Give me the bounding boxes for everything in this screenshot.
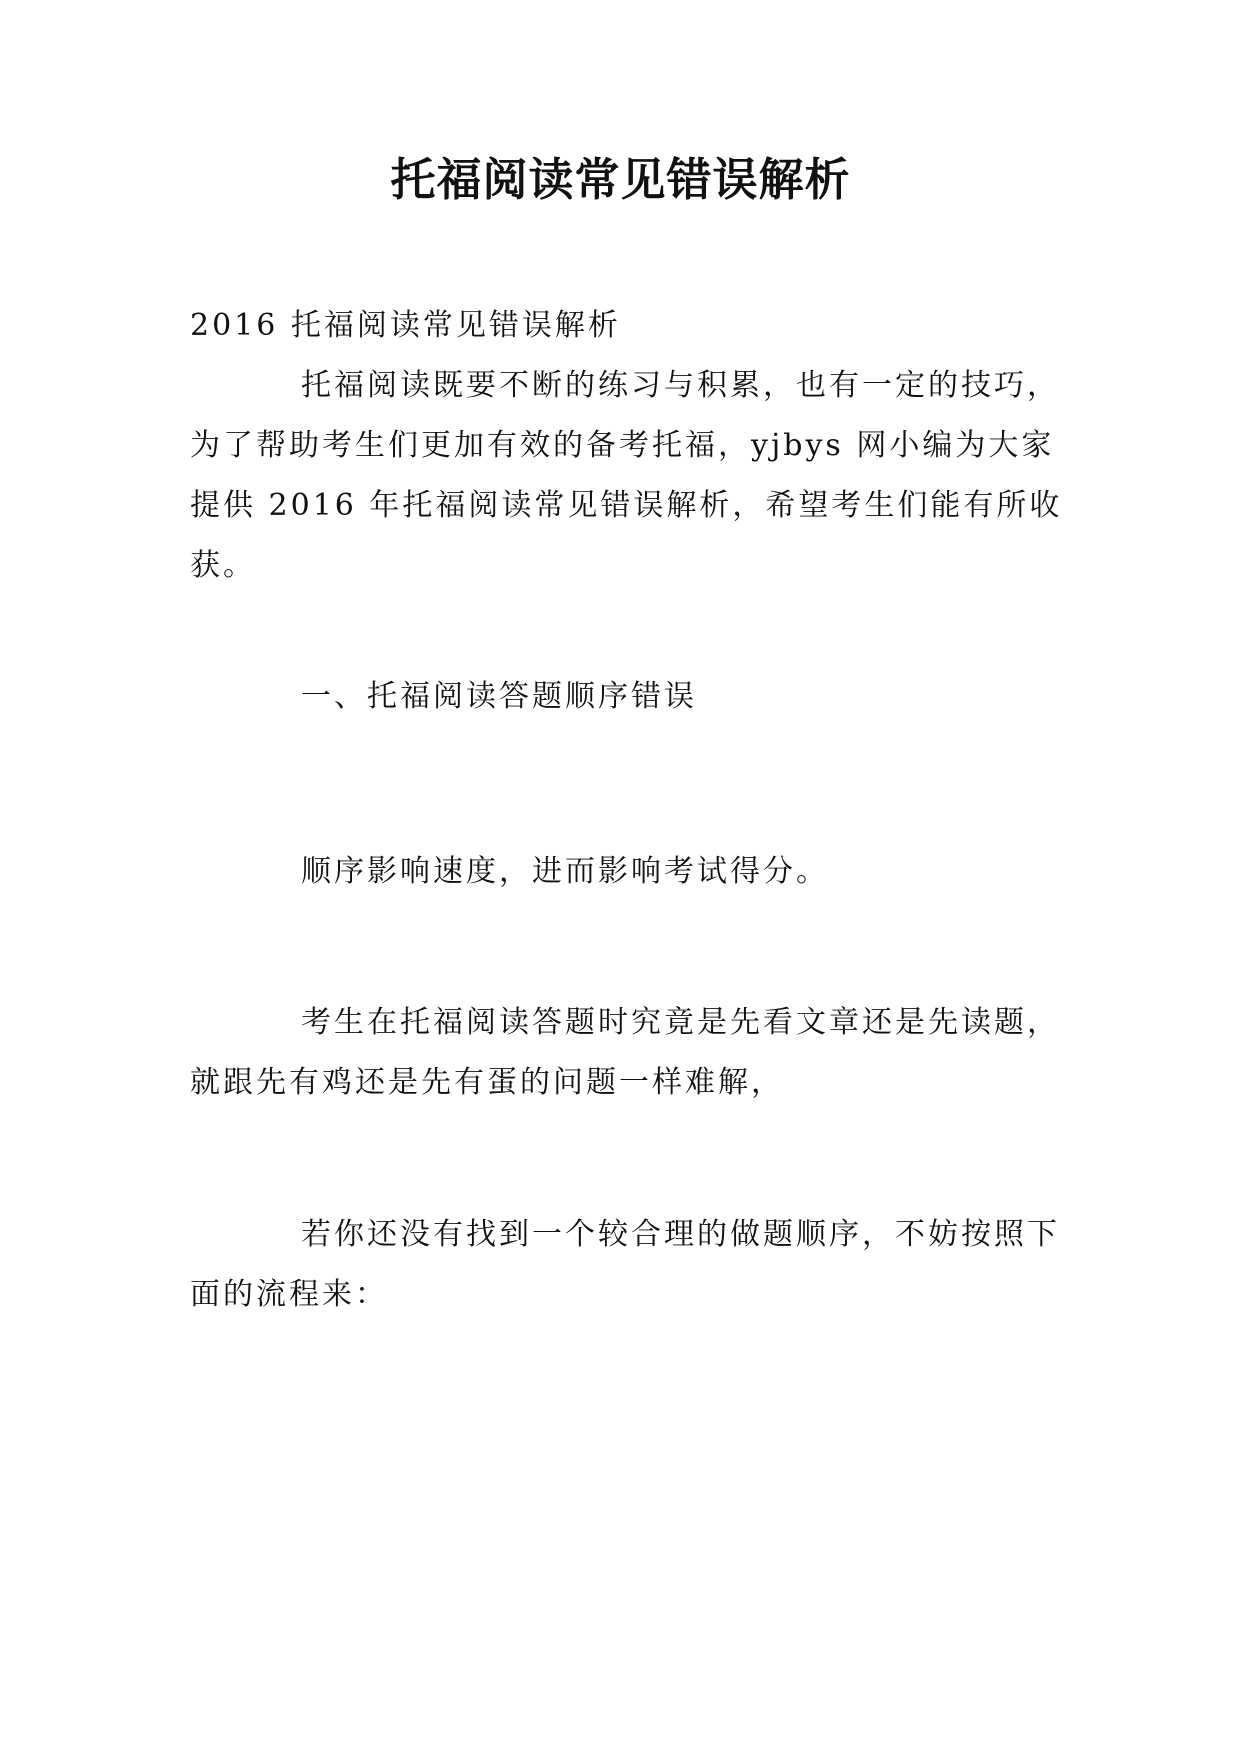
subtitle-line: 2016 托福阅读常见错误解析: [190, 308, 621, 343]
section-heading: [190, 667, 1060, 727]
paragraph-line: 提供 2016 年托福阅读常见错误解析，希望考生们能有所收: [190, 488, 1063, 523]
paragraph-line: 获。: [190, 548, 256, 583]
body-paragraph: [190, 993, 1060, 1113]
paragraph-line: 若你还没有找到一个较合理的做题顺序，不妨按照下: [301, 1217, 1060, 1252]
body-paragraph: [190, 1205, 1060, 1325]
document-subtitle: [190, 296, 1060, 356]
paragraph-line: 顺序影响速度，进而影响考试得分。: [301, 854, 829, 889]
intro-paragraph: [190, 356, 1063, 596]
document-title: 托福阅读常见错误解析: [390, 153, 851, 206]
paragraph-line: 托福阅读既要不断的练习与积累，也有一定的技巧，: [301, 368, 1060, 403]
paragraph-line: 为了帮助考生们更加有效的备考托福，yjbys 网小编为大家: [190, 428, 1055, 463]
body-paragraph: [190, 842, 1060, 902]
section-heading-text: 一、托福阅读答题顺序错误: [301, 679, 697, 714]
paragraph-line: 考生在托福阅读答题时究竟是先看文章还是先读题，: [301, 1005, 1060, 1040]
paragraph-line: 就跟先有鸡还是先有蛋的问题一样难解，: [190, 1065, 784, 1100]
paragraph-line: 面的流程来：: [190, 1277, 388, 1312]
